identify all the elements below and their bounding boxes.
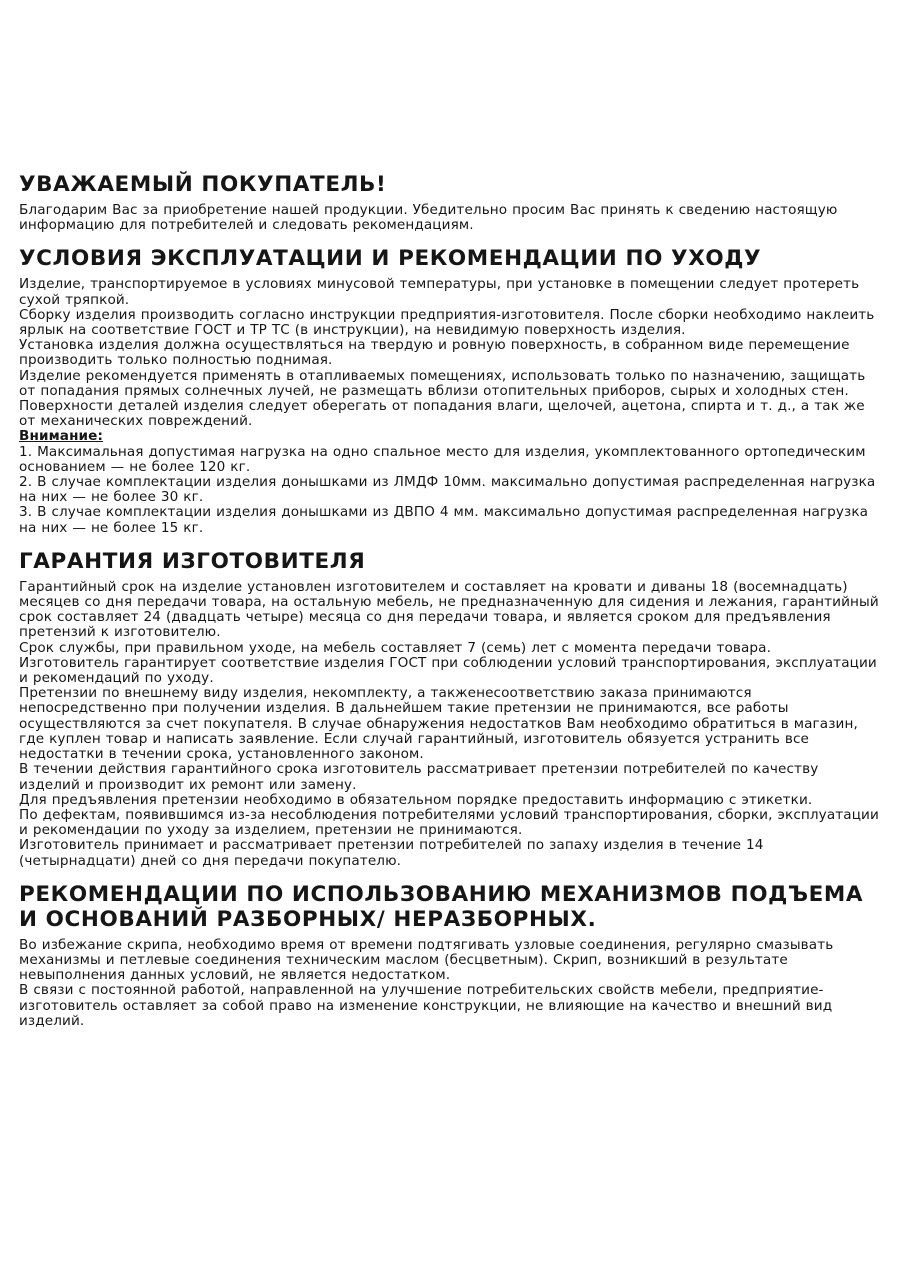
section-greeting [19, 172, 880, 233]
paragraph: Сборку изделия производить согласно инструкции предприятия-изготовителя. После сборки необходимо наклеить ярлык на соответствие ГОСТ и ТР ТС (в инструкции), на невидимую поверхность изделия. [19, 306, 875, 339]
paragraph: Благодарим Вас за приобретение нашей продукции. Убедительно просим Вас принять к сведению настоящую информацию для потребителей и следовать рекомендациям. [19, 202, 838, 234]
attention-label: Внимание: [19, 428, 104, 445]
paragraph: Изготовитель гарантирует соответствие изделия ГОСТ при соблюдении условий транспортирования, эксплуатации и рекомендаций по уходу. [19, 654, 877, 687]
paragraph: Претензии по внешнему виду изделия, некомплекту, а такженесоответствию заказа принимаются непосредственно при получении изделия. В дальнейшем такие претензии не принимаются, все работы осуществляются за счет покупателя. В случае обнаружения недостатков Вам необходимо обратиться в магазин, где куплен товар и написать заявление. Если случай гарантийный, изготовитель обязуется устранить все недостатки в течении срока, установленного законом. [19, 685, 858, 763]
attention-item: 2. В случае комплектации изделия донышками из ЛМДФ 10мм. максимально допустимая распределенная нагрузка на них — не более 30 кг. [19, 474, 876, 506]
paragraph: Изделие рекомендуется применять в отапливаемых помещениях, использовать только по назначению, защищать от попадания прямых солнечных лучей, не размещать вблизи отопительных приборов, сырых и холодных стен. [19, 367, 866, 399]
document-page [19, 172, 880, 1029]
paragraph: Установка изделия должна осуществляться на твердую и ровную поверхность, в собранном виде перемещение производить только полностью поднимая. [19, 337, 850, 369]
paragraph: Изделие, транспортируемое в условиях минусовой температуры, при установке в помещении следует протереть сухой тряпкой. [19, 276, 860, 308]
paragraph: Поверхности деталей изделия следует оберегать от попадания влаги, щелочей, ацетона, спирта и т. д., а так же от механических повреждений. [19, 398, 865, 430]
paragraph: Изготовитель принимает и рассматривает претензии потребителей по запаху изделия в течение 14 (четырнадцати) дней со дня передачи покупателю. [19, 837, 764, 869]
warranty-heading: ГАРАНТИЯ ИЗГОТОВИТЕЛЯ [19, 548, 366, 574]
section-usage-conditions [19, 246, 880, 535]
greeting-heading: УВАЖАЕМЫЙ ПОКУПАТЕЛЬ! [19, 172, 387, 197]
attention-item: 3. В случае комплектации изделия донышками из ДВПО 4 мм. максимально допустимая распределенная нагрузка на них — не более 15 кг. [19, 504, 869, 536]
paragraph: В течении действия гарантийного срока изготовитель рассматривает претензии потребителей по качеству изделий и производит их ремонт или замену. [19, 761, 819, 793]
paragraph: Срок службы, при правильном уходе, на мебель составляет 7 (семь) лет с момента передачи товара. [19, 639, 772, 656]
section-mechanisms [19, 882, 880, 1029]
paragraph: Гарантийный срок на изделие установлен изготовителем и составляет на кровати и диваны 18 (восемнадцать) месяцев со дня передачи товара, на остальную мебель, не предназначенную для сидения и лежания, гарантийный срок составляет 24 (двадцать четыре) месяца со дня передачи товара, и является сроком для предъявления претензий к изготовителю. [19, 578, 879, 641]
mechanisms-heading: РЕКОМЕНДАЦИИ ПО ИСПОЛЬЗОВАНИЮ МЕХАНИЗМОВ ПОДЪЕМА И ОСНОВАНИЙ РАЗБОРНЫХ/ НЕРАЗБОРНЫХ. [19, 881, 864, 932]
paragraph: По дефектам, появившимся из-за несоблюдения потребителями условий транспортирования, сборки, эксплуатации и рекомендации по уходу за изделием, претензии не принимаются. [19, 806, 879, 839]
section-warranty [19, 549, 880, 869]
attention-item: 1. Максимальная допустимая нагрузка на одно спальное место для изделия, укомплектованного ортопедическим основанием — не более 120 кг. [19, 443, 866, 475]
paragraph: Для предъявления претензии необходимо в обязательном порядке предоставить информацию с этикетки. [19, 791, 813, 808]
usage-conditions-heading: УСЛОВИЯ ЭКСПЛУАТАЦИИ И РЕКОМЕНДАЦИИ ПО УХОДУ [19, 246, 762, 272]
paragraph: В связи с постоянной работой, направленной на улучшение потребительских свойств мебели, предприятие-изготовитель оставляет за собой право на изменение конструкции, не влияющие на качество и внешний вид изделий. [19, 982, 833, 1029]
paragraph: Во избежание скрипа, необходимо время от времени подтягивать узловые соединения, регулярно смазывать механизмы и петлевые соединения техническим маслом (бесцветным). Скрип, возникший в результате невыполнения данных условий, не является недостатком. [19, 936, 834, 984]
